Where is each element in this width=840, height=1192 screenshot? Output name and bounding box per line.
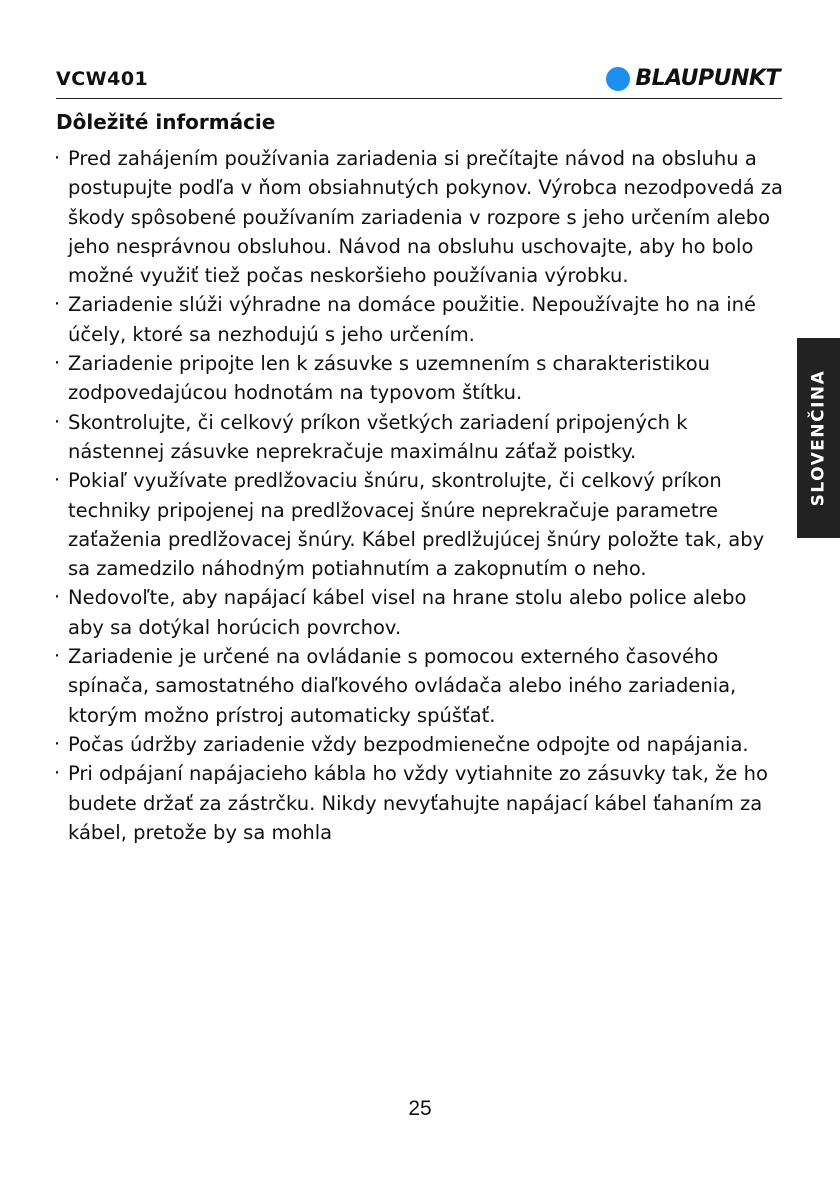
model-number: VCW401 [56, 68, 149, 90]
brand-dot-icon [606, 67, 630, 91]
brand-name: BLAUPUNKT [635, 66, 780, 91]
list-item: · Pred zahájením používania zariadenia si prečítajte návod na obsluhu a postupujte podľa v ňom obsiahnutých pokynov. Výrobca nezodpovedá za škody spôsobené používaním zariadenia v rozpore s jeho určením alebo jeho nesprávnou obsluhou. Návod na obsluhu uschovajte, aby ho bolo možné využiť tiež počas neskoršieho používania výrobku. [54, 144, 784, 290]
page-header [56, 62, 782, 98]
page-number: 25 [408, 1097, 432, 1120]
brand-logo [606, 66, 780, 91]
bullet-icon: · [54, 293, 61, 316]
section-title: Dôležité informácie [56, 110, 276, 134]
language-label: SLOVENČINA [808, 369, 829, 507]
bullet-icon: · [54, 586, 61, 609]
list-item: · Zariadenie pripojte len k zásuvke s uzemnením s charakteristikou zodpovedajúcou hodnotám na typovom štítku. [54, 349, 784, 408]
header-divider [56, 98, 782, 99]
info-list [54, 144, 784, 847]
bullet-icon: · [54, 352, 61, 375]
language-side-tab [797, 338, 840, 538]
bullet-icon: · [54, 469, 61, 492]
bullet-icon: · [54, 645, 61, 668]
list-item: · Počas údržby zariadenie vždy bezpodmienečne odpojte od napájania. [54, 730, 784, 759]
list-item: · Zariadenie slúži výhradne na domáce použitie. Nepoužívajte ho na iné účely, ktoré sa nezhodujú s jeho určením. [54, 290, 784, 349]
bullet-icon: · [54, 147, 61, 169]
list-item: · Pokiaľ využívate predlžovaciu šnúru, skontrolujte, či celkový príkon techniky pripojenej na predlžovacej šnúre neprekračuje parametre zaťaženia predlžovacej šnúry. Kábel predlžujúcej šnúry položte tak, aby sa zamedzilo náhodným potiahnutím a zakopnutím o neho. [54, 466, 784, 583]
list-item: · Skontrolujte, či celkový príkon všetkých zariadení pripojených k nástennej zásuvke neprekračuje maximálnu záťaž poistky. [54, 408, 784, 467]
list-item: · Zariadenie je určené na ovládanie s pomocou externého časového spínača, samostatného diaľkového ovládača alebo iného zariadenia, ktorým možno prístroj automaticky spúšťať. [54, 642, 784, 730]
list-item: · Nedovoľte, aby napájací kábel visel na hrane stolu alebo police alebo aby sa dotýkal horúcich povrchov. [54, 583, 784, 642]
bullet-icon: · [54, 762, 61, 785]
bullet-icon: · [54, 732, 61, 755]
list-item: · Pri odpájaní napájacieho kábla ho vždy vytiahnite zo zásuvky tak, že ho budete držať za zástrčku. Nikdy nevyťahujte napájací kábel ťahaním za kábel, pretože by sa mohla [54, 759, 784, 847]
bullet-icon: · [54, 410, 61, 433]
info-list-container [54, 144, 784, 847]
